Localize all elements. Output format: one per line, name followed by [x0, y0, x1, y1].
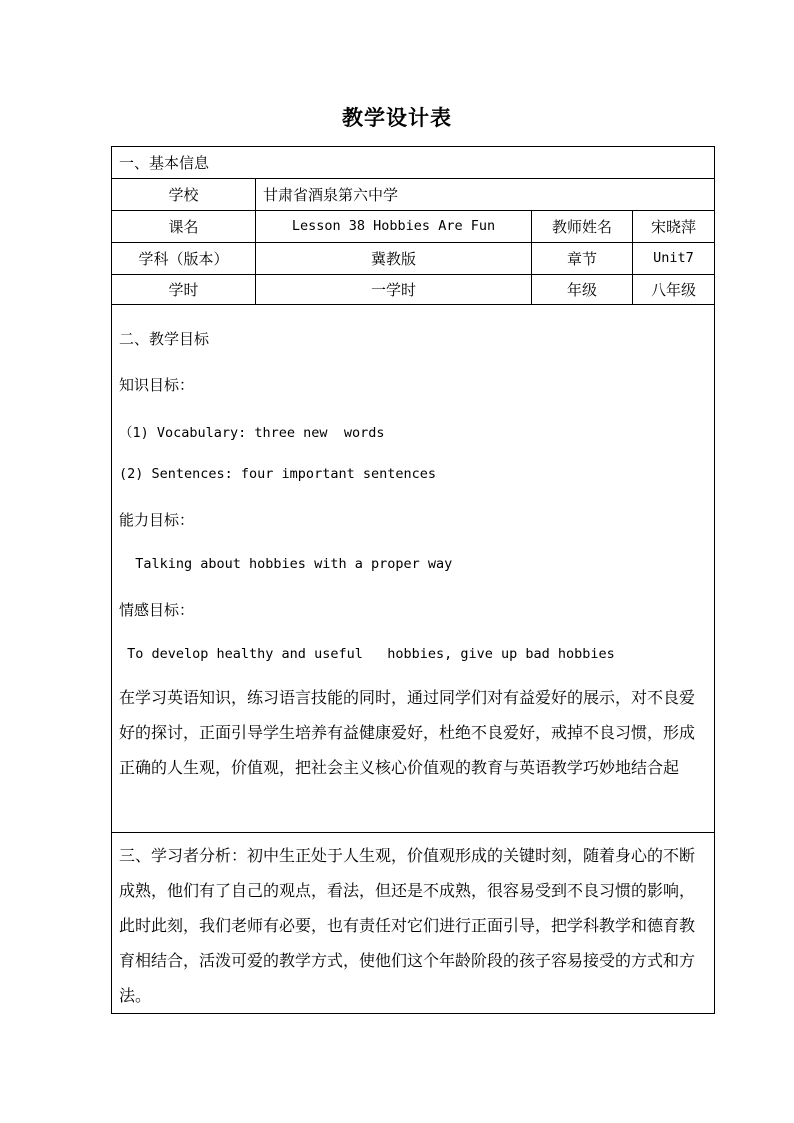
teacher-label: 教师姓名 — [551, 217, 612, 236]
subject-value: 冀教版 — [370, 249, 416, 268]
knowledge-item-sentences: (2) Sentences: four important sentences — [119, 466, 436, 482]
document-title: 教学设计表 — [342, 106, 452, 130]
school-value: 甘肃省酒泉第六中学 — [263, 185, 399, 204]
paragraph-line: 在学习英语知识，练习语言技能的同时，通过同学们对有益爱好的展示，对不良爱 — [119, 688, 696, 707]
emotion-item: To develop healthy and useful hobbies, give up bad hobbies — [119, 646, 615, 662]
emotion-paragraph — [119, 680, 709, 785]
hours-label: 学时 — [168, 280, 199, 299]
emotion-objective-label: 情感目标： — [119, 601, 195, 619]
grade-label: 年级 — [566, 280, 597, 299]
paragraph-line: 成熟，他们有了自己的观点，看法，但还是不成熟，很容易受到不良习惯的影响， — [119, 881, 696, 900]
knowledge-item-vocabulary: （1) Vocabulary: three new words — [119, 425, 385, 441]
learner-analysis-paragraph — [119, 838, 709, 1013]
paragraph-line: 此时此刻，我们老师有必要，也有责任对它们进行正面引导，把学科教学和德育教 — [119, 916, 696, 935]
hours-value: 一学时 — [370, 280, 416, 299]
subject-label: 学科（版本） — [138, 249, 229, 268]
paragraph-line: 好的探讨，正面引导学生培养有益健康爱好，杜绝不良爱好，戒掉不良习惯，形成 — [119, 723, 696, 742]
ability-item: Talking about hobbies with a proper way — [119, 556, 453, 572]
course-value: Lesson 38 Hobbies Are Fun — [291, 218, 496, 234]
chapter-label: 章节 — [566, 249, 597, 268]
teacher-value: 宋晓萍 — [650, 217, 696, 236]
chapter-value: Unit7 — [653, 250, 694, 266]
paragraph-line: 育相结合，活泼可爱的教学方式，使他们这个年龄阶段的孩子容易接受的方式和方 — [119, 951, 696, 970]
school-label: 学校 — [168, 185, 199, 204]
section-basic-info-heading: 一、基本信息 — [119, 154, 210, 172]
course-label: 课名 — [168, 217, 199, 236]
knowledge-objective-label: 知识目标： — [119, 376, 195, 394]
section-objectives-heading: 二、教学目标 — [119, 330, 210, 348]
row-divider — [111, 304, 715, 305]
row-divider — [111, 832, 715, 833]
paragraph-line: 法。 — [119, 986, 152, 1005]
paragraph-line: 正确的人生观，价值观，把社会主义核心价值观的教育与英语教学巧妙地结合起 — [119, 758, 680, 777]
paragraph-line: 三、学习者分析：初中生正处于人生观，价值观形成的关键时刻，随着身心的不断 — [119, 846, 696, 865]
grade-value: 八年级 — [650, 280, 696, 299]
ability-objective-label: 能力目标： — [119, 511, 195, 529]
